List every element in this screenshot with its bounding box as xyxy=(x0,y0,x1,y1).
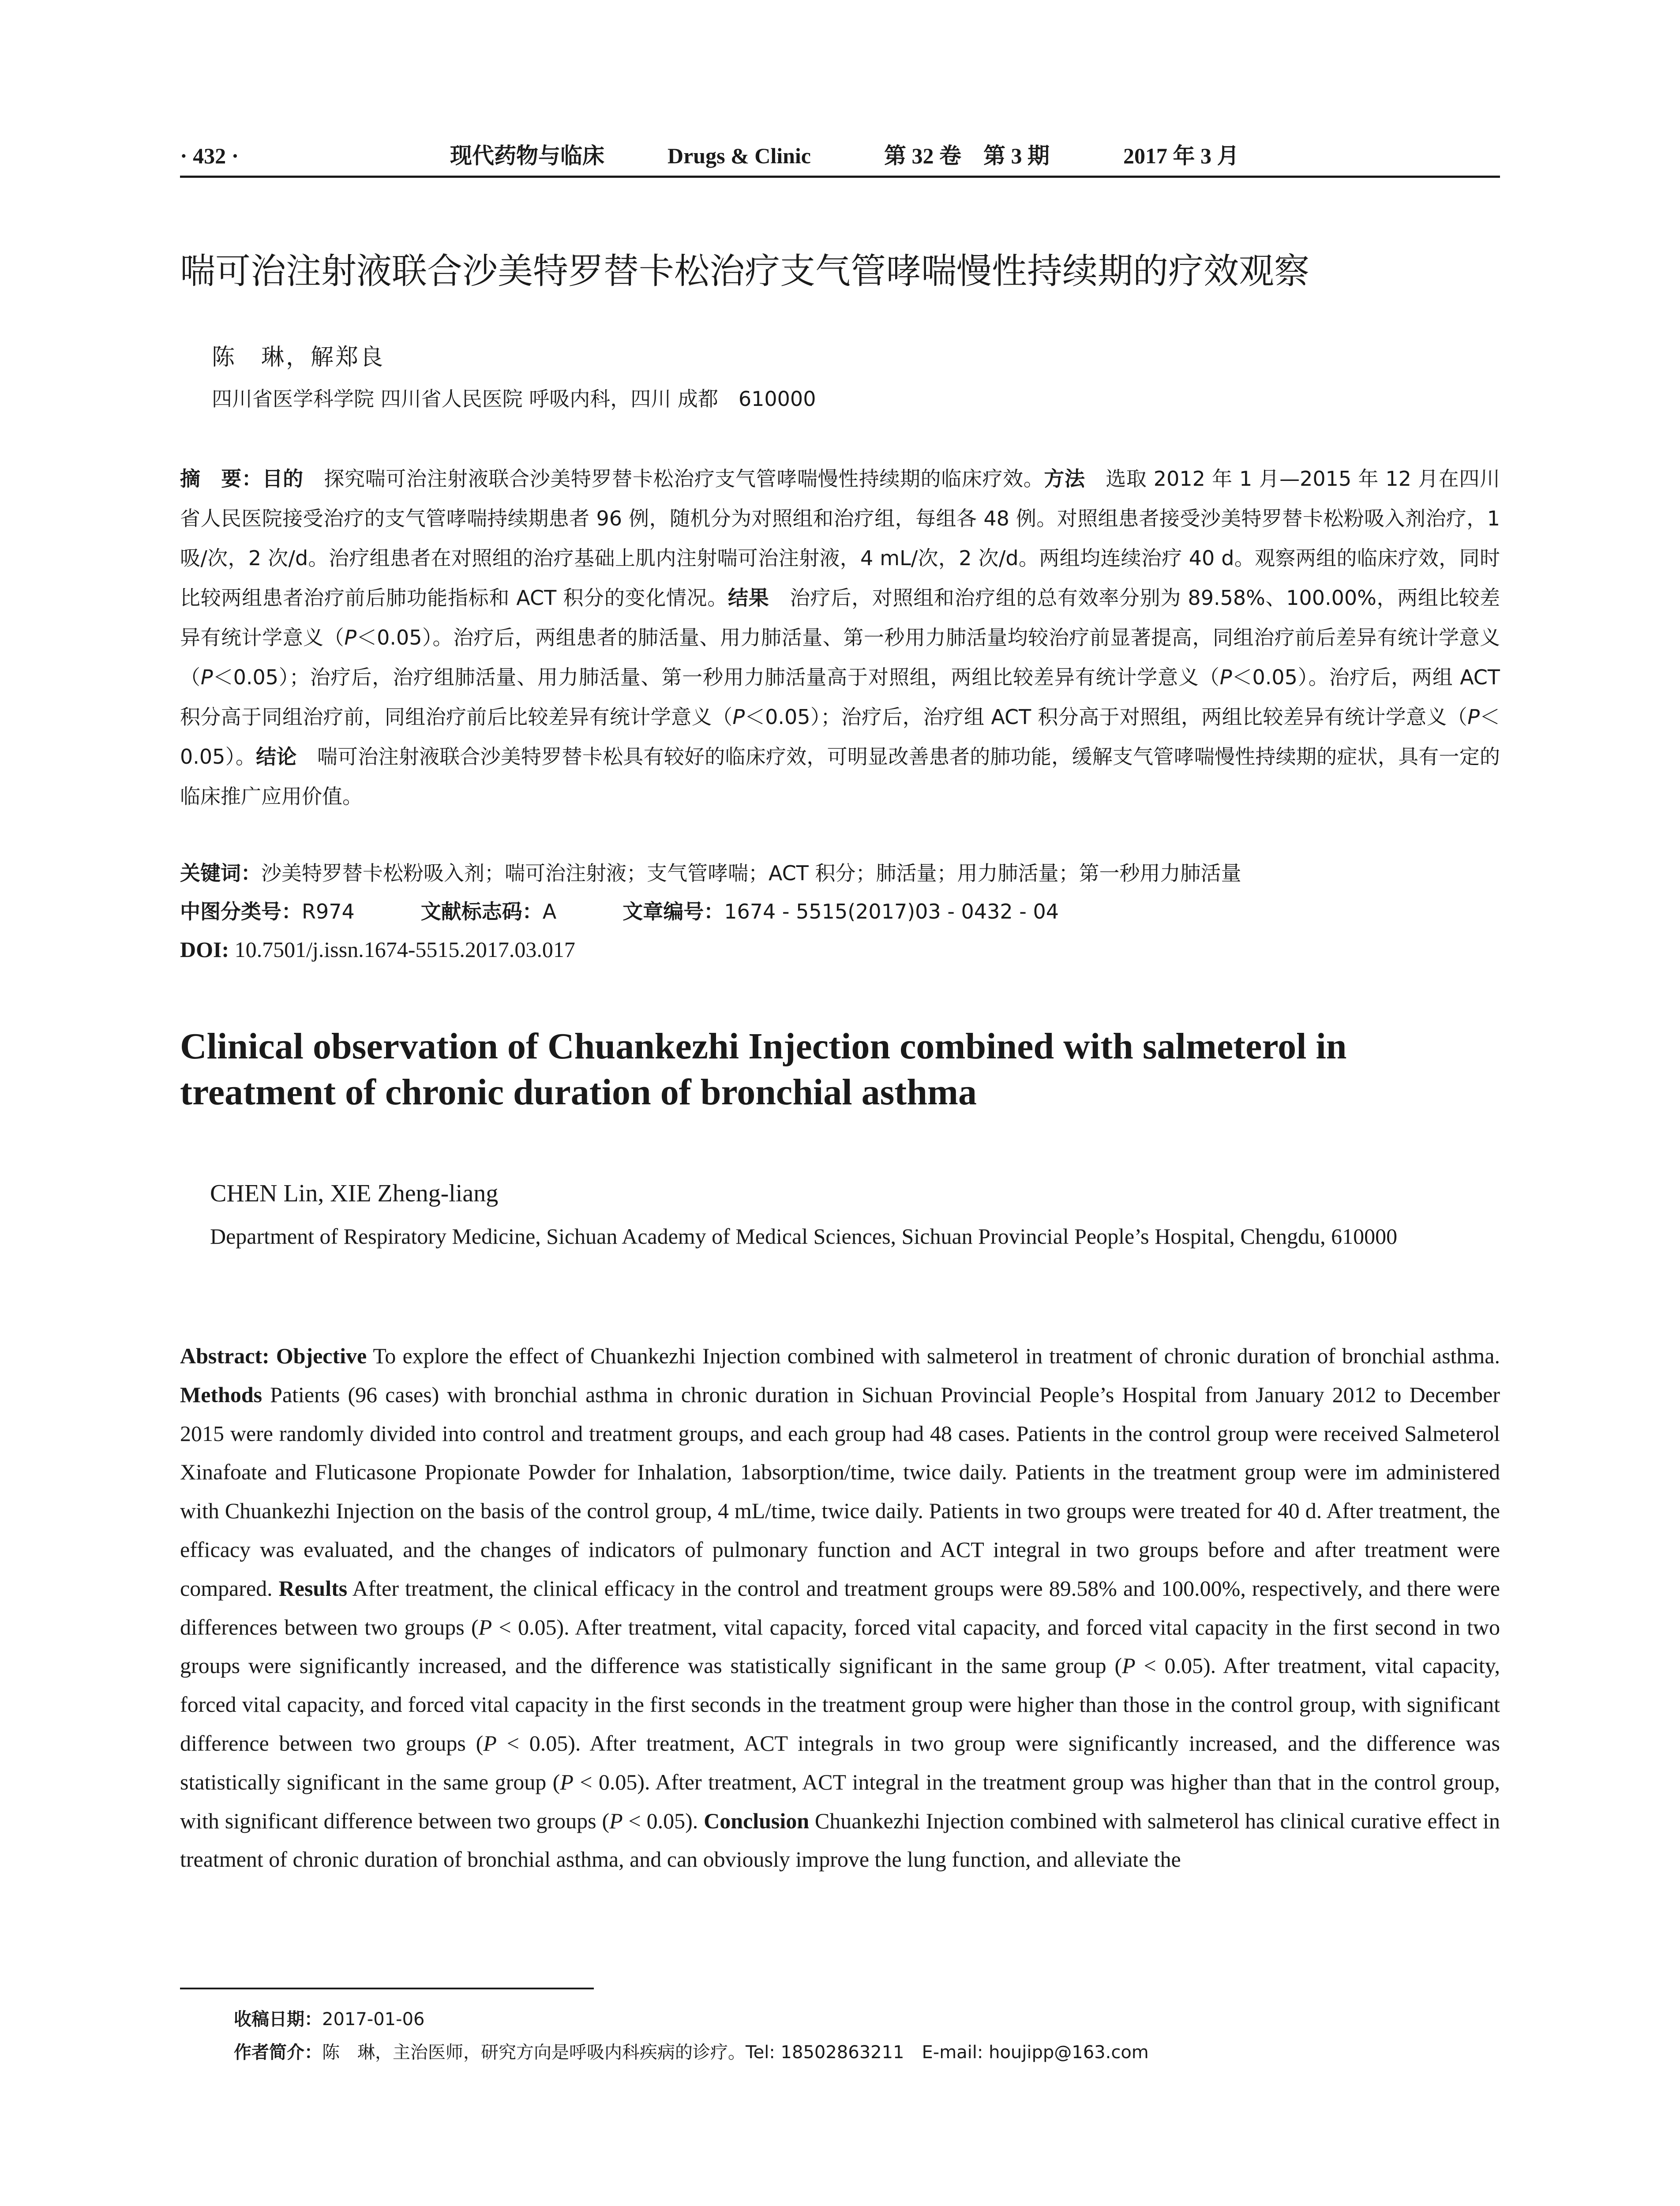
abstract-en xyxy=(180,1337,1500,1879)
doi-link[interactable]: 10.7501/j.issn.1674-5515.2017.03.017 xyxy=(229,937,575,962)
header-rule xyxy=(180,176,1500,178)
results-text-cn: ＜0.05）。治疗后，两组患者的肺活量、用力肺活量、第一秒用力肺活量均较治疗前显著提高，同组治疗前后差异有统计学意义（ xyxy=(180,626,1500,689)
results-text-en: < 0.05). After treatment, vital capacity, forced vital capacity, and forced vital capacity in the first seconds in the treatment group were higher than those in the control group, with significant difference between two groups ( xyxy=(180,1653,1500,1756)
methods-text-en: Patients (96 cases) with bronchial asthma in chronic duration in Sichuan Provincial People’s Hospital from January 2012 to December 2015 were randomly divided into control and treatment groups, and each group had 48 cases. Patients in the control group were received Salmeterol Xinafoate and Fluticasone Propionate Powder for Inhalation, 1absorption/time, twice daily. Patients in the treatment group were im administered with Chuankezhi Injection on the basis of the control group, 4 mL/time, twice daily. Patients in two groups were treated for 40 d. After treatment, the efficacy was evaluated, and the changes of indicators of pulmonary function and ACT integral in two groups before and after treatment were compared. xyxy=(180,1382,1500,1601)
running-header xyxy=(180,140,1500,171)
p-value-symbol: P xyxy=(1467,705,1480,729)
affiliation-cn: 四川省医学科学院 四川省人民医院 呼吸内科，四川 成都 610000 xyxy=(212,387,816,411)
classification-line xyxy=(180,892,1500,931)
results-text-en: < 0.05). After treatment, ACT integrals in two group were significantly increased, and the difference was statistically significant in the same group ( xyxy=(180,1730,1500,1794)
journal-name-cn: 现代药物与临床 xyxy=(450,143,604,168)
clc-value: R974 xyxy=(302,900,355,923)
objective-label-cn: 目的 xyxy=(262,467,304,491)
results-text-en: After treatment, the clinical efficacy in the control and treatment groups were 89.58% and 100.00%, respectively, and there were differences between two groups ( xyxy=(180,1576,1500,1639)
conclusion-label-en: Conclusion xyxy=(704,1808,810,1833)
objective-text-en: To explore the effect of Chuankezhi Injection combined with salmeterol in treatment of chronic duration of bronchial asthma. xyxy=(367,1343,1500,1368)
keywords-text: 沙美特罗替卡松粉吸入剂；喘可治注射液；支气管哮喘；ACT 积分；肺活量；用力肺活量；第一秒用力肺活量 xyxy=(261,861,1241,885)
doc-code-value: A xyxy=(542,900,557,923)
doi-label: DOI: xyxy=(180,937,229,962)
p-value-symbol: P xyxy=(732,705,745,729)
results-label-en: Results xyxy=(278,1576,348,1601)
methods-label-en: Methods xyxy=(180,1382,262,1407)
abstract-cn xyxy=(180,459,1500,816)
results-text-cn: 治疗后，对照组和治疗组的总有效率分别为 89.58%、100.00%，两组比较差异有统计学意义（ xyxy=(180,586,1500,649)
abstract-label-cn: 摘 要： xyxy=(180,467,262,491)
abstract-label-en: Abstract: Objective xyxy=(180,1343,367,1368)
results-text-cn: ＜0.05）；治疗后，治疗组肺活量、用力肺活量、第一秒用力肺活量高于对照组，两组比较差异有统计学意义（ xyxy=(213,665,1220,689)
results-text-en: < 0.05). xyxy=(622,1808,704,1833)
keywords-label: 关键词： xyxy=(180,861,261,885)
p-value-symbol: P xyxy=(609,1808,623,1833)
conclusion-label-cn: 结论 xyxy=(256,745,297,769)
footnote-received xyxy=(234,2005,424,2033)
article-number-value: 1674 - 5515(2017)03 - 0432 - 04 xyxy=(724,900,1059,923)
conclusion-text-cn: 喘可治注射液联合沙美特罗替卡松具有较好的临床疗效，可明显改善患者的肺功能，缓解支气管哮喘慢性持续期的症状，具有一定的临床推广应用价值。 xyxy=(180,745,1500,808)
author-info-text: 陈 琳，主治医师，研究方向是呼吸内科疾病的诊疗。Tel: 18502863211 E-mail: houjipp@163.com xyxy=(322,2042,1149,2063)
keywords-cn xyxy=(180,854,1500,893)
methods-text-cn: 选取 2012 年 1 月—2015 年 12 月在四川省人民医院接受治疗的支气管哮喘持续期患者 96 例，随机分为对照组和治疗组，每组各 48 例。对照组患者接受沙美特罗替卡松粉吸入剂治疗，1 吸/次，2 次/d。治疗组患者在对照组的治疗基础上肌内注射喘可治注射液，4 mL/次，2 次/d。两组均连续治疗 40 d。观察两组的临床疗效，同时比较两组患者治疗前后肺功能指标和 ACT 积分的变化情况。 xyxy=(180,467,1500,610)
p-value-symbol: P xyxy=(483,1730,497,1756)
affiliation-en: Department of Respiratory Medicine, Sichuan Academy of Medical Sciences, Sichuan Provincial People’s Hospital, Chengdu, 610000 xyxy=(210,1224,1398,1249)
article-title-en: Clinical observation of Chuankezhi Injection combined with salmeterol in treatment of chronic duration of bronchial asthma xyxy=(180,1026,1347,1113)
page-number: · 432 · xyxy=(180,143,239,168)
footnote-author-info xyxy=(234,2038,1149,2067)
footnote-rule xyxy=(180,1988,594,1989)
authors-cn: 陈 琳，解郑良 xyxy=(212,344,385,371)
author-info-label: 作者简介： xyxy=(234,2042,322,2063)
issue-date: 2017 年 3 月 xyxy=(1123,143,1239,168)
p-value-symbol: P xyxy=(1219,665,1232,689)
article-title-cn: 喘可治注射液联合沙美特罗替卡松治疗支气管哮喘慢性持续期的疗效观察 xyxy=(180,251,1309,292)
received-date: 2017-01-06 xyxy=(322,2009,425,2030)
results-text-cn: ＜0.05）；治疗后，治疗组 ACT 积分高于对照组，两组比较差异有统计学意义（ xyxy=(745,705,1468,729)
results-label-cn: 结果 xyxy=(728,586,769,610)
volume-issue: 第 32 卷 第 3 期 xyxy=(884,143,1050,168)
results-text-en: < 0.05). After treatment, ACT integral in the treatment group was higher than that in the control group, with significant difference between two groups ( xyxy=(180,1769,1500,1833)
journal-name-en: Drugs & Clinic xyxy=(668,143,811,168)
conclusion-text-en: Chuankezhi Injection combined with salmeterol has clinical curative effect in treatment of chronic duration of bronchial asthma, and can obviously improve the lung function, and alleviate the xyxy=(180,1808,1500,1872)
results-text-cn: ＜0.05）。 xyxy=(180,705,1500,769)
p-value-symbol: P xyxy=(478,1614,492,1639)
p-value-symbol: P xyxy=(344,626,357,649)
received-label: 收稿日期： xyxy=(234,2009,322,2030)
p-value-symbol: P xyxy=(1122,1653,1136,1678)
methods-label-cn: 方法 xyxy=(1044,467,1085,491)
results-text-en: < 0.05). After treatment, vital capacity, forced vital capacity, and forced vital capacity in the first second in two groups were significantly increased, and the difference was statistically significant in the same group ( xyxy=(180,1614,1500,1678)
p-value-symbol: P xyxy=(200,665,213,689)
results-text-cn: ＜0.05）。治疗后，两组 ACT 积分高于同组治疗前，同组治疗前后比较差异有统计学意义（ xyxy=(180,665,1500,729)
p-value-symbol: P xyxy=(560,1769,574,1794)
clc-label: 中图分类号： xyxy=(180,900,302,923)
objective-text-cn: 探究喘可治注射液联合沙美特罗替卡松治疗支气管哮喘慢性持续期的临床疗效。 xyxy=(303,467,1044,491)
doi-line xyxy=(180,930,1500,969)
authors-en: CHEN Lin, XIE Zheng-liang xyxy=(210,1180,499,1207)
article-number-label: 文章编号： xyxy=(622,900,724,923)
doc-code-label: 文献标志码： xyxy=(420,900,543,923)
